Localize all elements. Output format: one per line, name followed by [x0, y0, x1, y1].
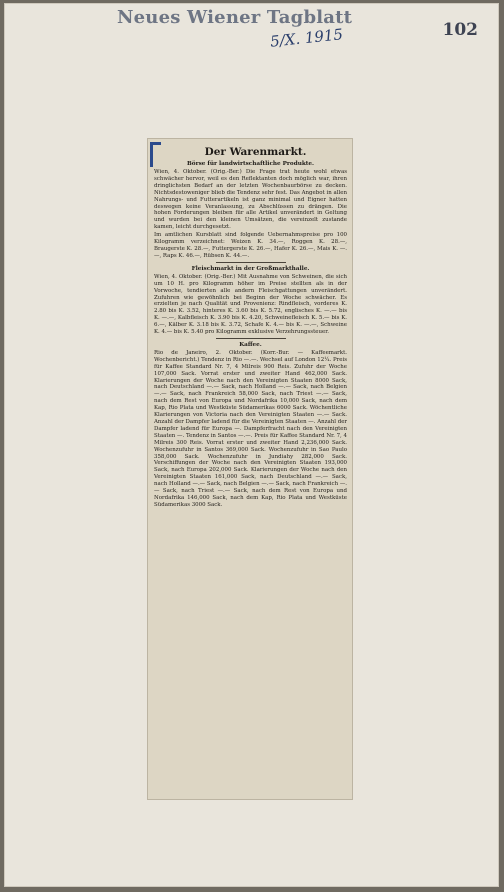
newspaper-name: Neues Wiener Tagblatt	[117, 7, 353, 28]
paragraph: Rio de Janeiro, 2. Oktober. (Korr.-Bur. — Kaffeemarkt. Wochenbericht.) Tendenz in Rio —.—. Wechsel auf London 12¼. Preis für Kaffee Standard Nr. 7, 4 Milreis 900 Reis. Zufuhr der Woche 107,000 Sack. Vorrat erster und zweiter Hand 462,000 Sack. Klarierungen der Woche nach den Vereinigten Staaten 8000 Sack, nach Deutschland —.— Sack, nach Holland —.— Sack, nach Belgien —.— Sack, nach Frankreich 58,000 Sack, nach Triest —.— Sack, nach dem Rest von Europa und Nordafrika 10,000 Sack, nach dem Kap, Rio Plata und Westküste Südamerikas 6000 Sack. Wöchentliche Klarierungen von Victoria nach den Vereinigten Staaten —.— Sack. Anzahl der Dampfer ladend für die Vereinigten Staaten —. Anzahl der Dampfer ladend für Europa —. Dampferfracht nach den Vereinigten Staaten —. Tendenz in Santos —.—. Preis für Kaffee Standard Nr. 7, 4 Milreis 300 Reis. Vorrat erster und zweiter Hand 2,236,000 Sack. Wochenzufuhr in Santos 369,000 Sack. Wochenzufuhr in Sao Paulo 358,000 Sack. Wochenzufuhr in Jundiahy 282,000 Sack. Verschiffungen der Woche nach den Vereinigten Staaten 193,000 Sack, nach Europa 202,000 Sack. Klarierungen der Woche nach den Vereinigten Staaten 161,000 Sack, nach Deutschland —.— Sack, nach Holland —.— Sack, nach Belgien —.— Sack, nach Frankreich —.— Sack, nach Triest —.— Sack, nach dem Rest von Europa und Nordafrika 146,000 Sack, nach dem Kap, Rio Plata und Westküste Südamerikas 3000 Sack.	[154, 349, 348, 508]
section-divider	[216, 262, 286, 263]
paragraph: Wien, 4. Oktober. (Orig.-Ber.) Mit Ausnahme von Schweinen, die sich um 10 H. pro Kilogramm höher im Preise stellten als in der Vorwoche, tendierten alle andern Fleischgattungen unverändert. Zufuhren wie gewöhnlich bei Beginn der Woche schwächer. Es erzielten je nach Qualität und Provenienz: Rindfleisch, vorderes K. 2.80 bis K. 3.52, hinteres K. 3.60 bis K. 5.72, englisches K. —.— bis K. —.—, Kalbfleisch K. 3.90 bis K. 4.20, Schweinefleisch K. 5.— bis K. 6.—, Kälber K. 3.18 bis K. 3.72, Schafe K. 4.— bis K. —.—, Schweine K. 4.— bis K. 5.40 pro Kilogramm exklusive Verzehrungssteuer.	[154, 273, 347, 336]
page-number: 102	[442, 20, 478, 40]
section-heading-boerse: Börse für landwirtschaftliche Produkte.	[186, 161, 315, 167]
section-divider	[216, 338, 286, 339]
article-title: Der Warenmarkt.	[204, 146, 307, 158]
section-heading-fleischmarkt: Fleischmarkt in der Großmarkthalle.	[191, 265, 310, 272]
paragraph: Im amtlichen Kursblatt sind folgende Uebernahmspreise pro 100 Kilogramm verzeichnet: Weizen K. 34.—, Roggen K. 28.—, Braugerste K. 28.—, Futtergerste K. 26.—, Hafer K. 26.—, Mais K. —.—, Raps K. 46.—, Rübsen K. 44.—.	[154, 232, 347, 259]
blue-pencil-mark	[150, 142, 161, 167]
paragraph: Wien, 4. Oktober. (Orig.-Ber.) Die Frage trat heute wohl etwas schwächer hervor, weil es den Reflektanten doch möglich war, ihren dringlichsten Bedarf an der letzten Wochenbaurbörse zu decken. Nichtsdestoweniger blieb die Tendenz sehr fest. Das Angebot in allen Nahrungs- und Futterartikeln ist ganz minimal und Eigner hatten deswegen keine Veranlassung, zu Abschlüssen zu drängen. Die hohen Forderungen bleiben für alle Artikel unverändert in Geltung und wurden bei den kleinen Umsätzen, die vereinzelt zustande kamen, leicht durchgesetzt.	[154, 169, 347, 231]
newspaper-clipping	[147, 138, 353, 800]
handwritten-date: 5/X. 1915	[269, 25, 344, 51]
section-heading-kaffee: Kaffee.	[239, 341, 262, 348]
